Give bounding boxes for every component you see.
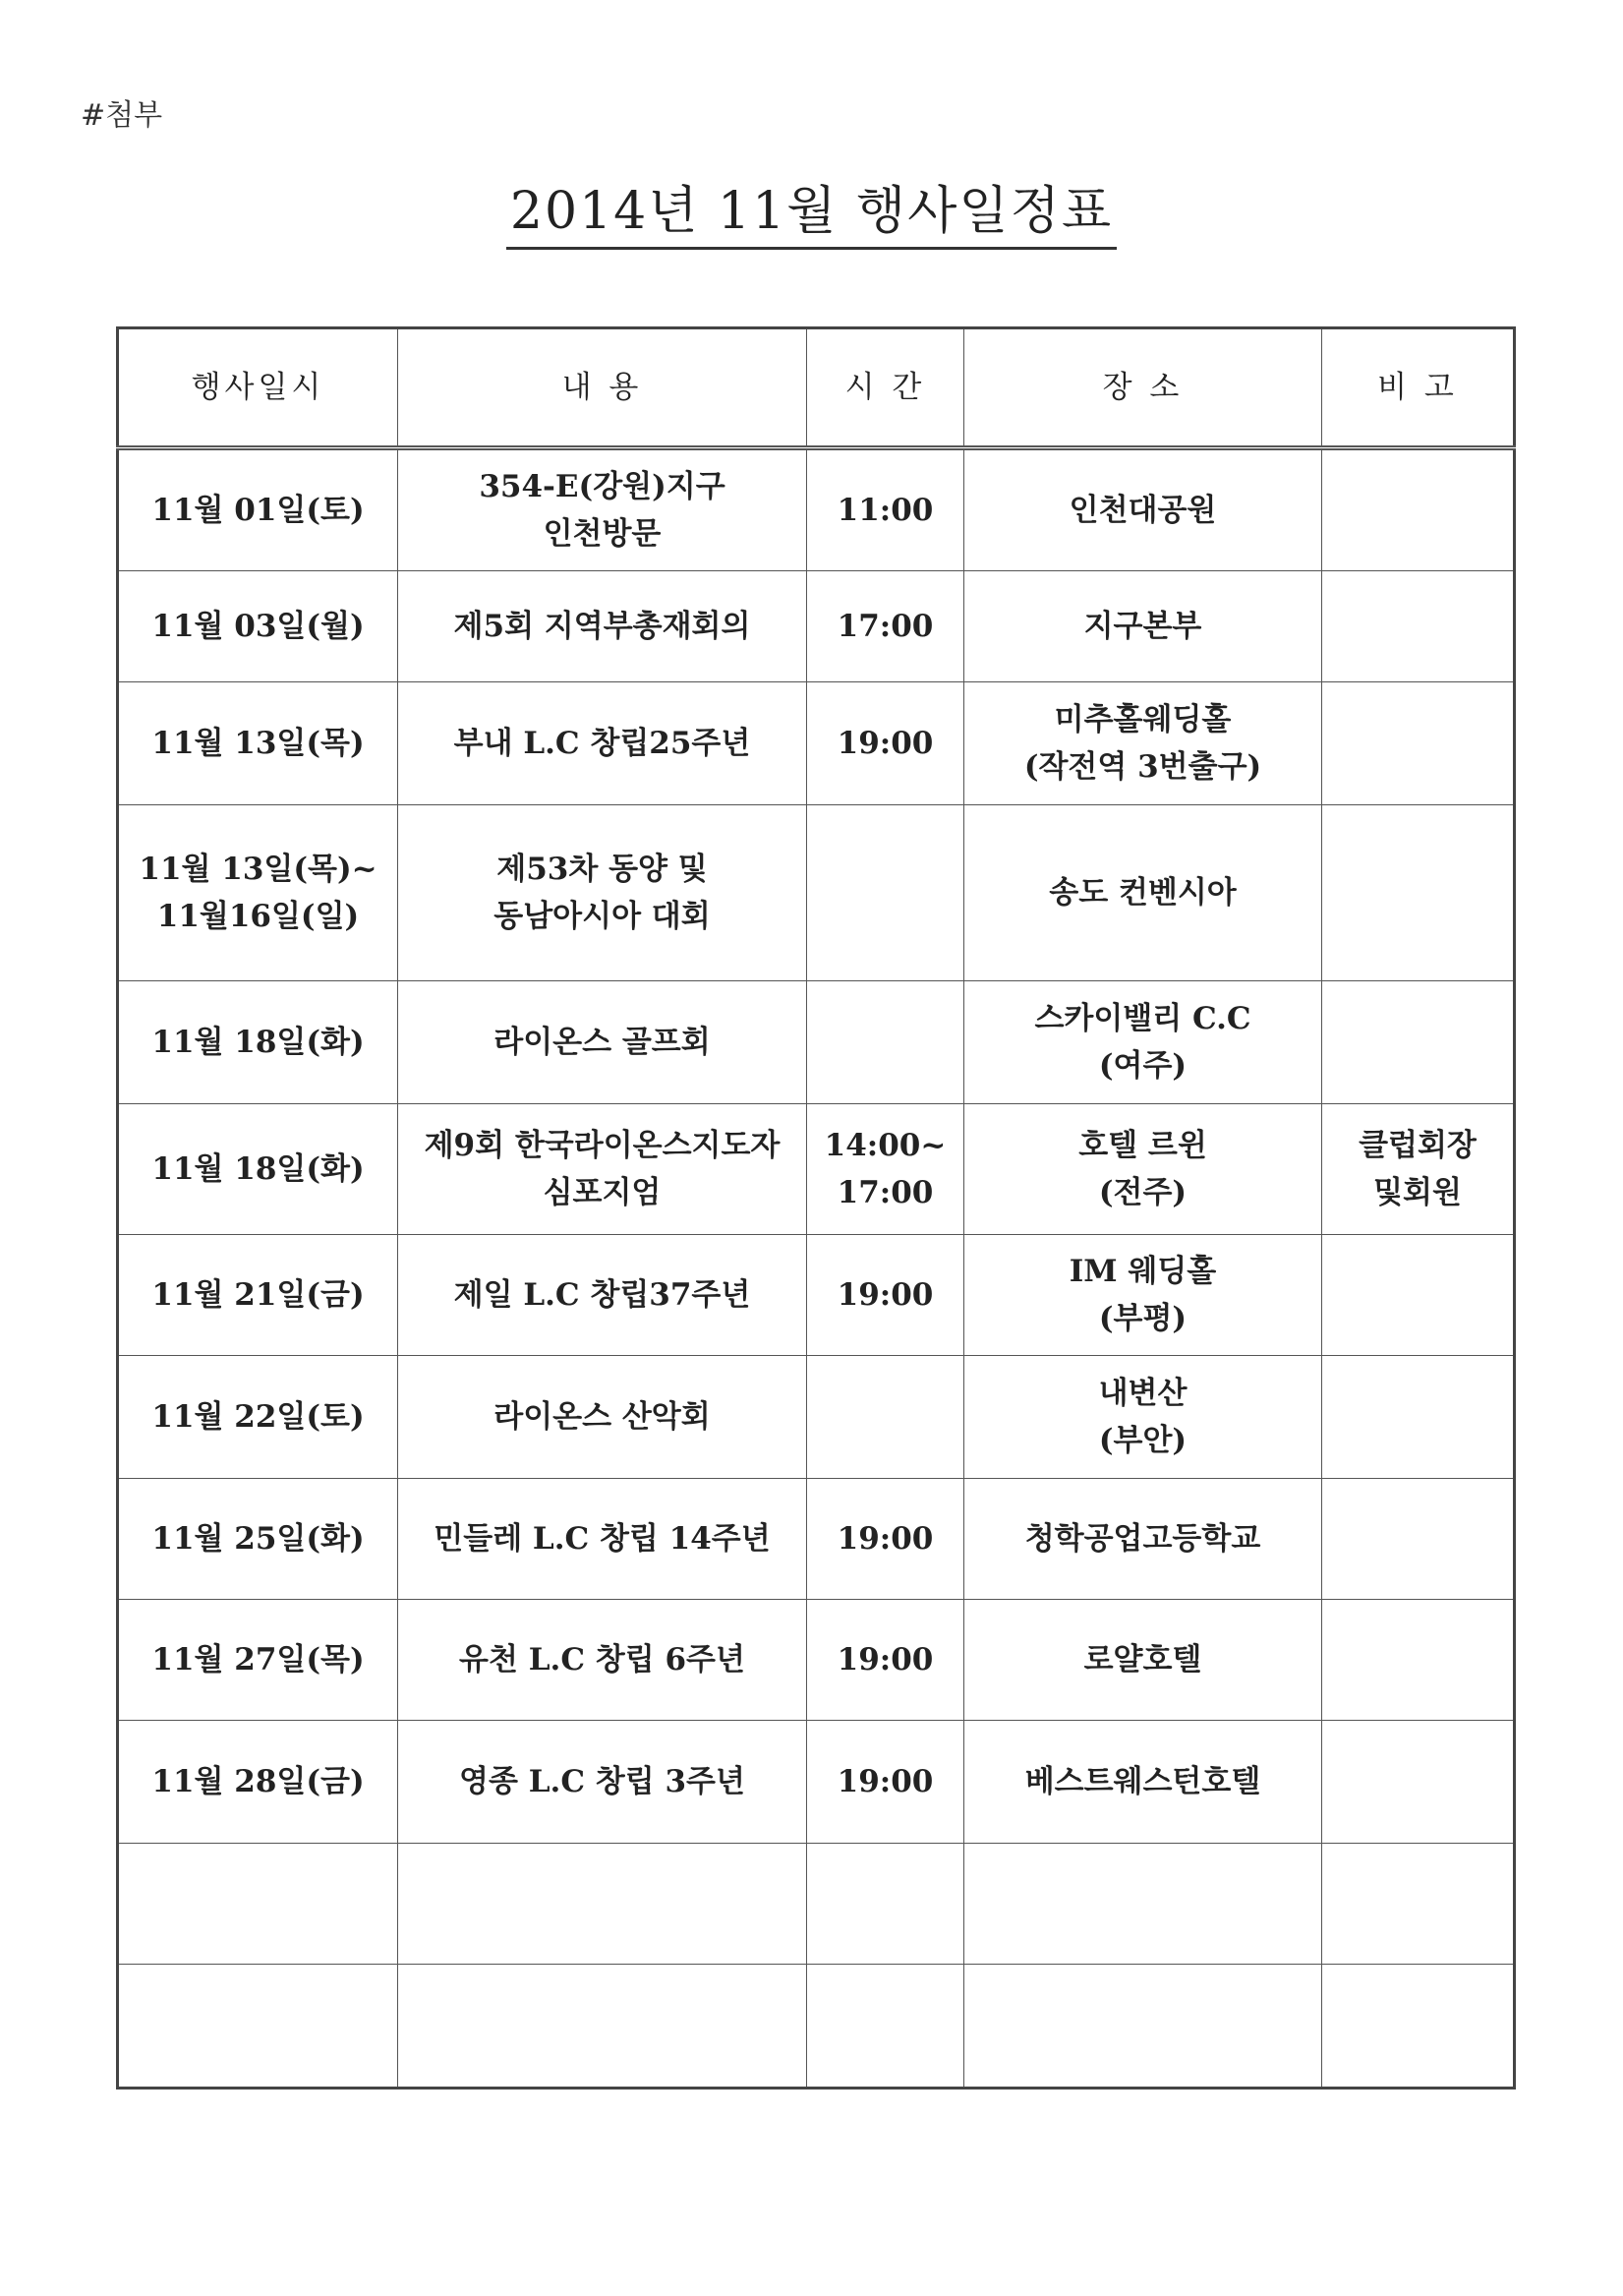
cell-note bbox=[1322, 682, 1515, 805]
cell-place bbox=[964, 1235, 1322, 1356]
cell-line: 송도 컨벤시아 bbox=[1049, 874, 1237, 911]
cell-time bbox=[807, 1104, 964, 1235]
header-place: 장 소 bbox=[964, 328, 1322, 448]
table-row bbox=[118, 682, 1515, 805]
cell-note bbox=[1322, 1479, 1515, 1600]
cell-date bbox=[118, 981, 398, 1104]
cell-note bbox=[1322, 1235, 1515, 1356]
schedule-table bbox=[116, 326, 1516, 2090]
table-row bbox=[118, 1479, 1515, 1600]
cell-content bbox=[398, 1600, 807, 1721]
cell-time bbox=[807, 571, 964, 682]
cell-date bbox=[118, 805, 398, 981]
cell-line: IM 웨딩홀 bbox=[1069, 1253, 1217, 1289]
cell-content bbox=[398, 805, 807, 981]
cell-line: 미추홀웨딩홀 bbox=[1054, 701, 1232, 737]
cell-date bbox=[118, 1479, 398, 1600]
table-row bbox=[118, 1104, 1515, 1235]
cell-time bbox=[807, 1356, 964, 1479]
cell-line: 19:00 bbox=[837, 1763, 934, 1799]
cell-line: 11:00 bbox=[837, 492, 934, 528]
cell-line: 스카이밸리 C.C bbox=[1034, 1000, 1251, 1036]
cell-content bbox=[398, 571, 807, 682]
table-row bbox=[118, 1356, 1515, 1479]
table-row bbox=[118, 1844, 1515, 1965]
cell-date bbox=[118, 1965, 398, 2089]
cell-line: 제5회 지역부총재회의 bbox=[453, 608, 751, 644]
table-header-row bbox=[118, 328, 1515, 448]
cell-line: 민들레 L.C 창립 14주년 bbox=[434, 1520, 771, 1557]
cell-line: 11월16일(일) bbox=[156, 899, 360, 934]
cell-line: 19:00 bbox=[837, 725, 934, 761]
table-row bbox=[118, 981, 1515, 1104]
cell-content bbox=[398, 1104, 807, 1235]
cell-line: 제9회 한국라이온스지도자 bbox=[424, 1127, 781, 1163]
cell-line: 17:00 bbox=[837, 1175, 934, 1210]
cell-time bbox=[807, 1965, 964, 2089]
cell-line: 11월 22일(토) bbox=[151, 1398, 365, 1435]
cell-line: 유천 L.C 창립 6주년 bbox=[459, 1641, 745, 1678]
cell-line: 354-E(강원)지구 bbox=[479, 468, 725, 504]
cell-content bbox=[398, 1965, 807, 2089]
cell-line: 11월 01일(토) bbox=[151, 492, 365, 528]
cell-note bbox=[1322, 1965, 1515, 2089]
cell-line: 19:00 bbox=[837, 1520, 934, 1557]
cell-line: 라이온스 산악회 bbox=[493, 1398, 711, 1435]
cell-date bbox=[118, 1356, 398, 1479]
attachment-label: #첨부 bbox=[81, 98, 163, 133]
cell-time bbox=[807, 1235, 964, 1356]
cell-content bbox=[398, 682, 807, 805]
cell-date bbox=[118, 571, 398, 682]
cell-time bbox=[807, 1479, 964, 1600]
cell-content bbox=[398, 448, 807, 571]
header-note: 비 고 bbox=[1322, 328, 1515, 448]
cell-line: 11월 21일(금) bbox=[151, 1276, 365, 1313]
cell-content bbox=[398, 981, 807, 1104]
cell-line: 11월 18일(화) bbox=[151, 1150, 365, 1187]
cell-line: (작전역 3번출구) bbox=[1023, 749, 1262, 785]
table-row bbox=[118, 1721, 1515, 1844]
cell-line: 17:00 bbox=[837, 608, 934, 644]
cell-time bbox=[807, 1600, 964, 1721]
cell-place bbox=[964, 571, 1322, 682]
cell-date bbox=[118, 682, 398, 805]
cell-content bbox=[398, 1356, 807, 1479]
cell-line: 호텔 르윈 bbox=[1078, 1127, 1207, 1163]
cell-time bbox=[807, 981, 964, 1104]
cell-date bbox=[118, 448, 398, 571]
cell-place bbox=[964, 1104, 1322, 1235]
cell-line: 내변산 bbox=[1098, 1375, 1188, 1411]
cell-time bbox=[807, 805, 964, 981]
cell-line: 심포지엄 bbox=[543, 1175, 662, 1210]
cell-line: 및회원 bbox=[1373, 1175, 1462, 1210]
cell-date bbox=[118, 1721, 398, 1844]
cell-note bbox=[1322, 981, 1515, 1104]
cell-date bbox=[118, 1844, 398, 1965]
cell-line: 11월 27일(목) bbox=[151, 1641, 365, 1678]
cell-date bbox=[118, 1235, 398, 1356]
cell-time bbox=[807, 448, 964, 571]
cell-place bbox=[964, 1721, 1322, 1844]
cell-line: (부평) bbox=[1098, 1301, 1188, 1336]
cell-line: 인천대공원 bbox=[1069, 492, 1217, 528]
cell-date bbox=[118, 1600, 398, 1721]
cell-line: 로얄호텔 bbox=[1083, 1641, 1202, 1678]
cell-line: 19:00 bbox=[837, 1641, 934, 1678]
cell-line: 청학공업고등학교 bbox=[1024, 1520, 1261, 1557]
cell-line: 제53차 동양 및 bbox=[496, 851, 708, 887]
cell-content bbox=[398, 1479, 807, 1600]
table-row bbox=[118, 805, 1515, 981]
cell-line: 11월 13일(목) bbox=[151, 725, 365, 761]
cell-line: 지구본부 bbox=[1083, 608, 1202, 644]
header-time: 시 간 bbox=[807, 328, 964, 448]
cell-note bbox=[1322, 1600, 1515, 1721]
header-date: 행사일시 bbox=[118, 328, 398, 448]
cell-line: (여주) bbox=[1098, 1048, 1188, 1084]
table-row bbox=[118, 571, 1515, 682]
cell-place bbox=[964, 1844, 1322, 1965]
cell-place bbox=[964, 682, 1322, 805]
cell-time bbox=[807, 1844, 964, 1965]
cell-line: 라이온스 골프회 bbox=[493, 1024, 711, 1060]
cell-line: 영종 L.C 창립 3주년 bbox=[459, 1763, 745, 1799]
cell-content bbox=[398, 1721, 807, 1844]
cell-note bbox=[1322, 571, 1515, 682]
cell-line: 11월 25일(화) bbox=[151, 1520, 365, 1557]
cell-line: 동남아시아 대회 bbox=[493, 899, 711, 934]
table-row bbox=[118, 1965, 1515, 2089]
cell-note bbox=[1322, 1721, 1515, 1844]
cell-line: 베스트웨스턴호텔 bbox=[1024, 1763, 1261, 1799]
cell-line: 14:00~ bbox=[824, 1127, 947, 1163]
cell-line: 제일 L.C 창립37주년 bbox=[453, 1276, 751, 1313]
table-row bbox=[118, 1600, 1515, 1721]
cell-place bbox=[964, 805, 1322, 981]
cell-content bbox=[398, 1235, 807, 1356]
cell-content bbox=[398, 1844, 807, 1965]
table-row bbox=[118, 1235, 1515, 1356]
table-row bbox=[118, 448, 1515, 571]
cell-place bbox=[964, 448, 1322, 571]
cell-note bbox=[1322, 448, 1515, 571]
cell-note bbox=[1322, 1104, 1515, 1235]
cell-line: (전주) bbox=[1098, 1175, 1188, 1210]
cell-line: 11월 13일(목)~ bbox=[139, 851, 377, 887]
cell-line: (부안) bbox=[1098, 1423, 1188, 1458]
cell-line: 11월 28일(금) bbox=[151, 1763, 365, 1799]
cell-line: 부내 L.C 창립25주년 bbox=[453, 725, 751, 761]
cell-place bbox=[964, 1479, 1322, 1600]
cell-line: 11월 18일(화) bbox=[151, 1024, 365, 1060]
cell-line: 클럽회장 bbox=[1359, 1127, 1477, 1163]
cell-note bbox=[1322, 1356, 1515, 1479]
page-title bbox=[0, 169, 1623, 243]
cell-place bbox=[964, 1965, 1322, 2089]
cell-time bbox=[807, 1721, 964, 1844]
cell-line: 11월 03일(월) bbox=[151, 608, 365, 644]
cell-place bbox=[964, 981, 1322, 1104]
page-title-text: 2014년 11월 행사일정표 bbox=[506, 182, 1117, 250]
cell-line: 19:00 bbox=[837, 1276, 934, 1313]
cell-date bbox=[118, 1104, 398, 1235]
cell-place bbox=[964, 1356, 1322, 1479]
cell-note bbox=[1322, 1844, 1515, 1965]
cell-time bbox=[807, 682, 964, 805]
cell-line: 인천방문 bbox=[543, 516, 662, 552]
cell-place bbox=[964, 1600, 1322, 1721]
cell-note bbox=[1322, 805, 1515, 981]
header-content: 내 용 bbox=[398, 328, 807, 448]
